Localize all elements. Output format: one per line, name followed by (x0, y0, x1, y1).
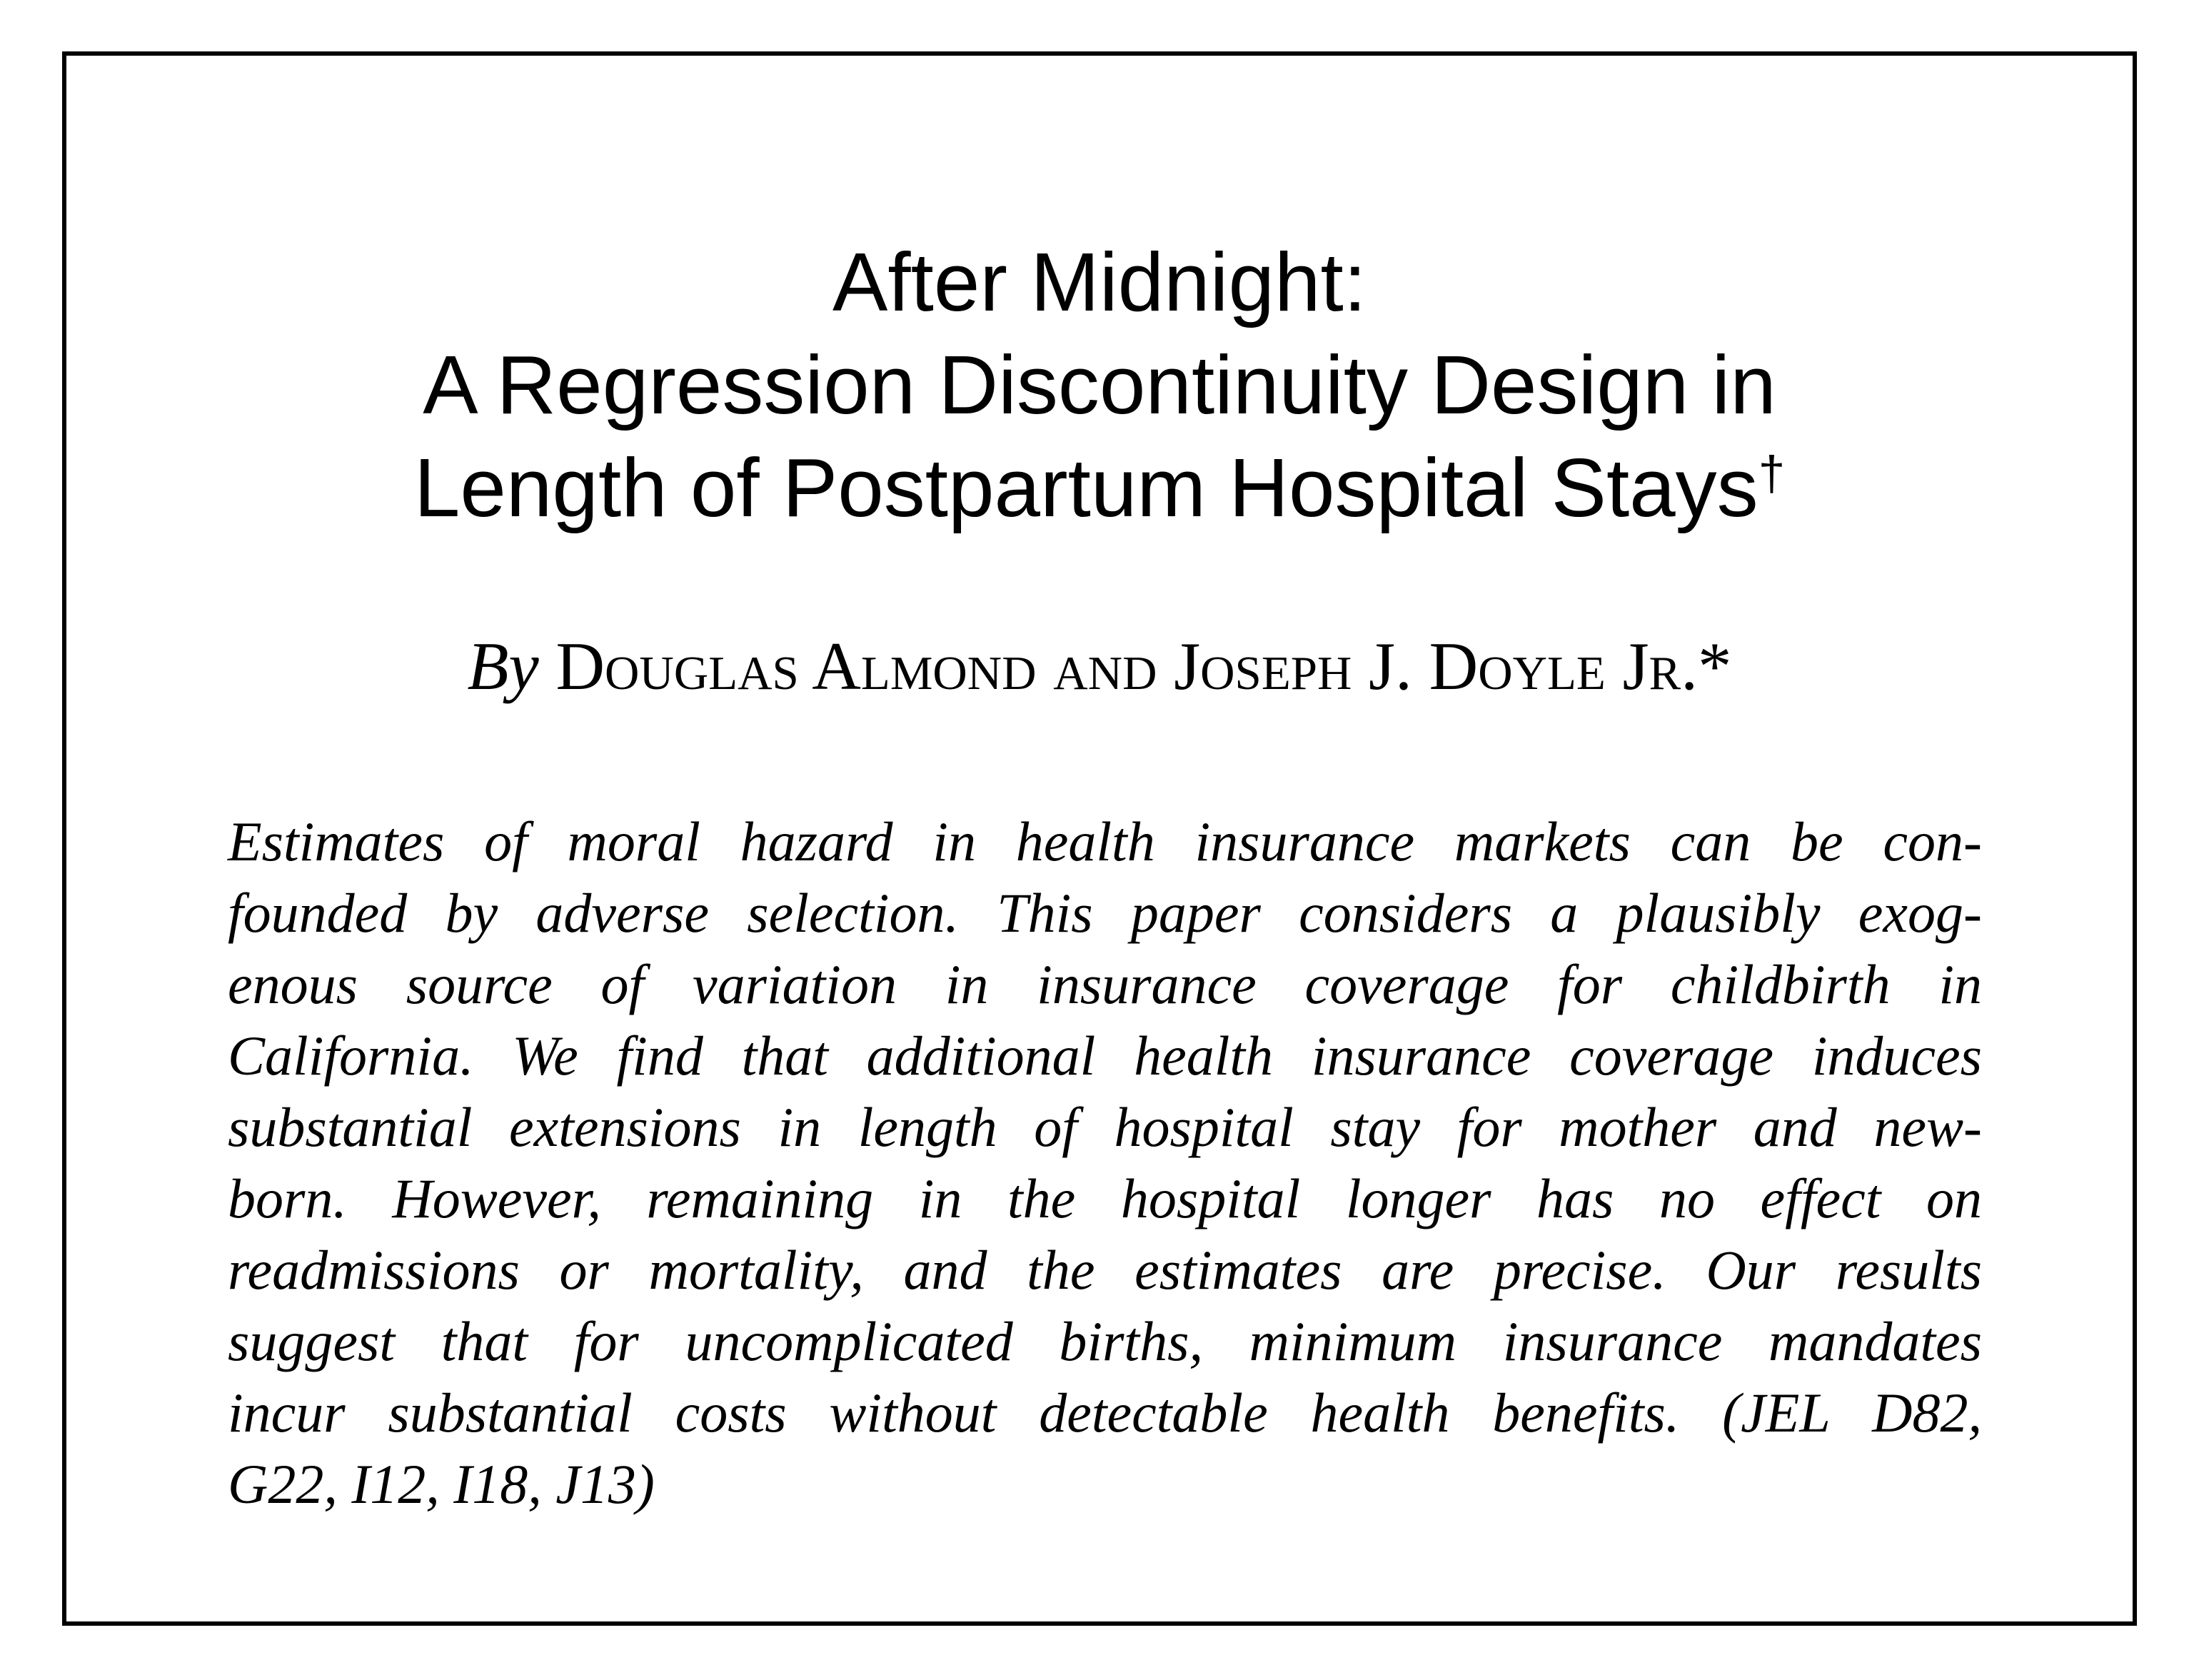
abstract-line: Estimates of moral hazard in health insurance markets can be con- (228, 810, 1982, 872)
abstract-line: California. We find that additional health insurance coverage induces (228, 1025, 1982, 1087)
abstract-line: suggest that for uncomplicated births, minimum insurance mandates (228, 1310, 1982, 1372)
asterisk-footnote-marker: * (1698, 628, 1732, 704)
byline (66, 627, 2133, 705)
byline-prefix: By (467, 628, 556, 704)
dagger-footnote-marker: † (1758, 447, 1786, 501)
title-line-3-text: Length of Postpartum Hospital Stays (413, 441, 1758, 534)
title-line-3 (66, 436, 2133, 539)
title-line-2: A Regression Discontinuity Design in (423, 338, 1776, 431)
abstract-line: incur substantial costs without detectable health benefits. (JEL D82, (228, 1382, 1982, 1444)
abstract (228, 806, 1982, 1520)
abstract-line: readmissions or mortality, and the estimates are precise. Our results (228, 1239, 1982, 1301)
abstract-line: founded by adverse selection. This paper considers a plausibly exog- (228, 882, 1982, 944)
title-line-1: After Midnight: (832, 236, 1367, 328)
abstract-line: G22, I12, I18, J13) (228, 1453, 655, 1515)
abstract-line: enous source of variation in insurance coverage for childbirth in (228, 953, 1982, 1015)
page-frame (62, 51, 2137, 1626)
abstract-line: born. However, remaining in the hospital longer has no effect on (228, 1167, 1982, 1229)
abstract-line: substantial extensions in length of hospital stay for mother and new- (228, 1096, 1982, 1158)
byline-authors: Douglas Almond and Joseph J. Doyle Jr. (555, 628, 1698, 704)
paper-title (66, 231, 2133, 539)
